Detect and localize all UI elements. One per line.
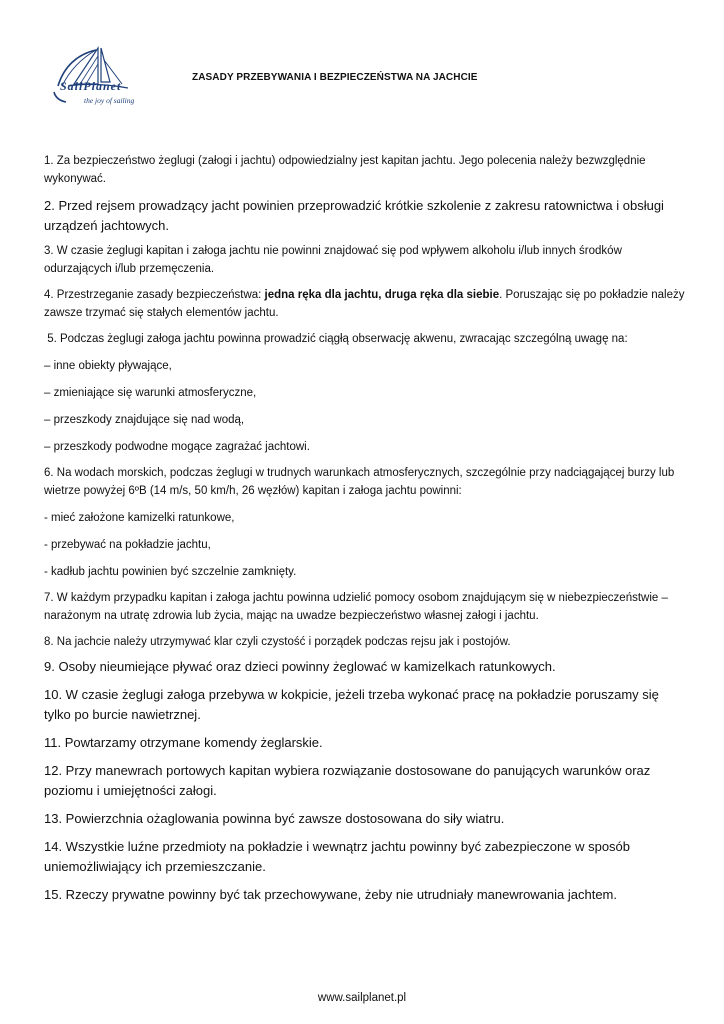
rule-6-item: - kadłub jachtu powinien być szczelnie zamknięty. (44, 566, 297, 578)
rules-list (44, 152, 686, 913)
rule-8: 8. Na jachcie należy utrzymywać klar czyli czystość i porządek podczas rejsu jak i postojów. (44, 636, 511, 648)
rule-4-text: 4. Przestrzeganie zasady bezpieczeństwa: (44, 289, 265, 301)
rule-7: 7. W każdym przypadku kapitan i załoga jachtu powinna udzielić pomocy osobom znajdującym się w niebezpieczeństwie – narażonym na utratę zdrowia lub życia, mając na uwadze bezpieczeństwo własnej załogi i jachtu. (44, 592, 668, 622)
rule-12: 12. Przy manewrach portowych kapitan wybiera rozwiązanie dostosowane do panujących warunków oraz poziomu i umiejętności załogi. (44, 763, 651, 798)
logo-tagline: the joy of sailing (84, 96, 135, 105)
rule-13: 13. Powierzchnia ożaglowania powinna być zawsze dostosowana do siły wiatru. (44, 811, 505, 826)
rule-5-item: – przeszkody podwodne mogące zagrażać jachtowi. (44, 441, 310, 453)
footer-url: www.sailplanet.pl (317, 992, 407, 1004)
rule-5-item: – zmieniające się warunki atmosferyczne, (44, 387, 257, 399)
rule-9: 9. Osoby nieumiejące pływać oraz dzieci powinny żeglować w kamizelkach ratunkowych. (44, 659, 556, 674)
rule-6-item: - przebywać na pokładzie jachtu, (44, 539, 211, 551)
rule-15: 15. Rzeczy prywatne powinny być tak przechowywane, żeby nie utrudniały manewrowania jachtem. (44, 887, 618, 902)
rule-10: 10. W czasie żeglugi załoga przebywa w kokpicie, jeżeli trzeba wykonać pracę na pokładzie poruszamy się tylko po burcie nawietrznej. (44, 687, 659, 722)
rule-14: 14. Wszystkie luźne przedmioty na pokładzie i wewnątrz jachtu powinny być zabezpieczone w sposób uniemożliwiający ich przemieszczanie. (44, 839, 631, 874)
rule-2: 2. Przed rejsem prowadzący jacht powinien przeprowadzić krótkie szkolenie z zakresu ratownictwa i obsługi urządzeń jachtowych. (44, 198, 664, 233)
rule-4-bold: jedna ręka dla jachtu, druga ręka dla siebie (264, 289, 500, 301)
rule-5-item: – inne obiekty pływające, (44, 360, 172, 372)
sailplanet-logo (44, 42, 144, 110)
logo-brand-text: SailPlanet (60, 79, 122, 93)
rule-6-item: - mieć założone kamizelki ratunkowe, (44, 512, 235, 524)
rule-11: 11. Powtarzamy otrzymane komendy żeglarskie. (44, 735, 323, 750)
page-title: ZASADY PRZEBYWANIA I BEZPIECZEŃSTWA NA JACHCIE (192, 72, 478, 83)
rule-4-text-end: . Poruszając się po pokładzie należy zawsze trzymać się stałych elementów jachtu. (44, 289, 685, 319)
rule-6: 6. Na wodach morskich, podczas żeglugi w trudnych warunkach atmosferycznych, szczególnie przy nadciągającej burzy lub wietrze powyżej 6ºB (14 m/s, 50 km/h, 26 węzłów) kapitan i załoga jachtu powinni: (44, 467, 675, 497)
rule-4 (44, 286, 686, 322)
rule-5-item: – przeszkody znajdujące się nad wodą, (44, 414, 245, 426)
rule-1: 1. Za bezpieczeństwo żeglugi (załogi i jachtu) odpowiedzialny jest kapitan jachtu. Jego polecenia należy bezwzględnie wykonywać. (44, 155, 646, 185)
rule-3: 3. W czasie żeglugi kapitan i załoga jachtu nie powinni znajdować się pod wpływem alkoholu i/lub innych środków odurzających i/lub przemęczenia. (44, 245, 622, 275)
rule-5: 5. Podczas żeglugi załoga jachtu powinna prowadzić ciągłą obserwację akwenu, zwracając szczególną uwagę na: (44, 333, 628, 345)
